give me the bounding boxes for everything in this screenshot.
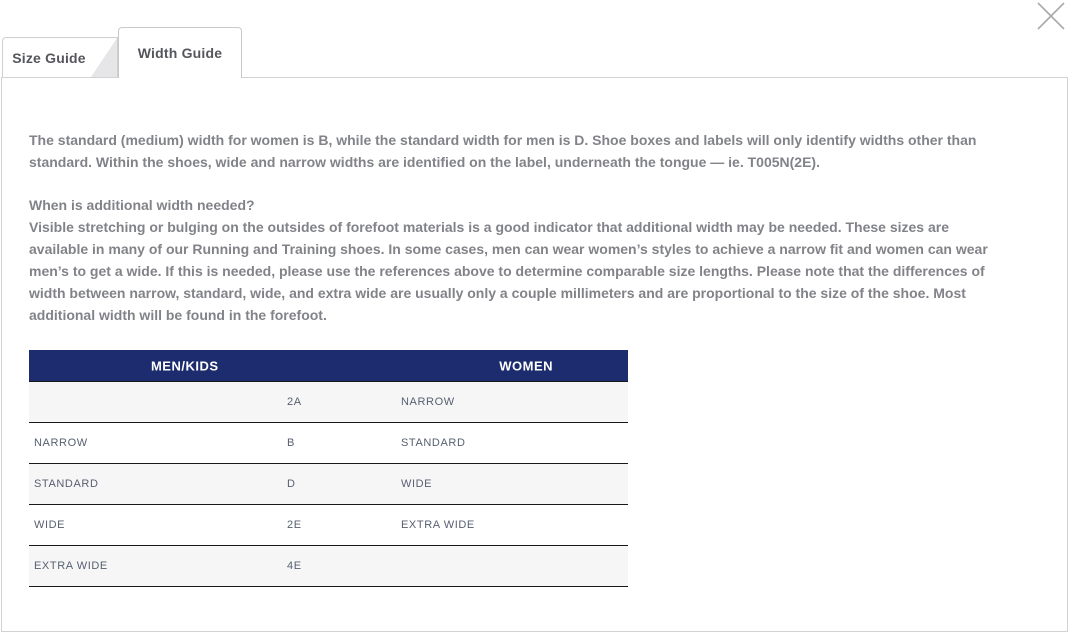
table-row — [29, 423, 628, 464]
table-row — [29, 464, 628, 505]
table-cell: NARROW — [401, 396, 455, 408]
close-icon — [1034, 0, 1068, 38]
close-button[interactable] — [1033, 0, 1069, 36]
table-cell: 2A — [287, 396, 302, 408]
table-cell: WIDE — [401, 478, 433, 490]
panel-content — [2, 78, 1067, 587]
tab-width-guide[interactable] — [118, 27, 242, 78]
tab-fold-decoration — [91, 38, 117, 77]
guide-panel — [1, 77, 1068, 632]
table-cell: 4E — [287, 560, 302, 572]
table-cell: NARROW — [34, 437, 88, 449]
tab-size-guide-label: Size Guide — [12, 49, 86, 66]
question-heading: When is additional width needed? — [29, 197, 255, 213]
table-header-women: WOMEN — [499, 358, 554, 373]
table-header-row — [29, 350, 628, 381]
width-comparison-table — [29, 350, 628, 587]
table-cell: WIDE — [34, 519, 66, 531]
table-body — [29, 381, 628, 587]
table-cell: EXTRA WIDE — [401, 519, 475, 531]
table-cell: D — [287, 478, 296, 490]
explanation-paragraph: Visible stretching or bulging on the outsides of forefoot materials is a good indicator that additional width may be needed. These sizes are available in many of our Running and Training shoes. In some cases, men can wear women’s styles to achieve a narrow fit and women can wear men’s to get a wide. If this is needed, please use the references above to determine comparable size lengths. Please note that the differences of width between narrow, standard, wide, and extra wide are usually only a couple millimeters and are proportional to the size of the shoe. Most additional width will be found in the forefoot. — [29, 219, 988, 323]
table-cell: 2E — [287, 519, 302, 531]
table-header-men-kids: MEN/KIDS — [150, 358, 219, 373]
tab-width-guide-label: Width Guide — [137, 45, 223, 61]
table-cell: B — [287, 437, 295, 449]
table-row — [29, 546, 628, 587]
table-cell: EXTRA WIDE — [34, 560, 108, 572]
intro-paragraph: The standard (medium) width for women is B, while the standard width for men is D. Shoe boxes and labels will only identify widths other than standard. Within the shoes, wide and narrow widths are identified on the label, underneath the tongue — ie. T005N(2E). — [29, 132, 977, 170]
table-row — [29, 382, 628, 423]
table-cell: STANDARD — [34, 478, 99, 490]
tab-size-guide[interactable] — [2, 37, 118, 77]
table-row — [29, 505, 628, 546]
table-cell: STANDARD — [401, 437, 466, 449]
